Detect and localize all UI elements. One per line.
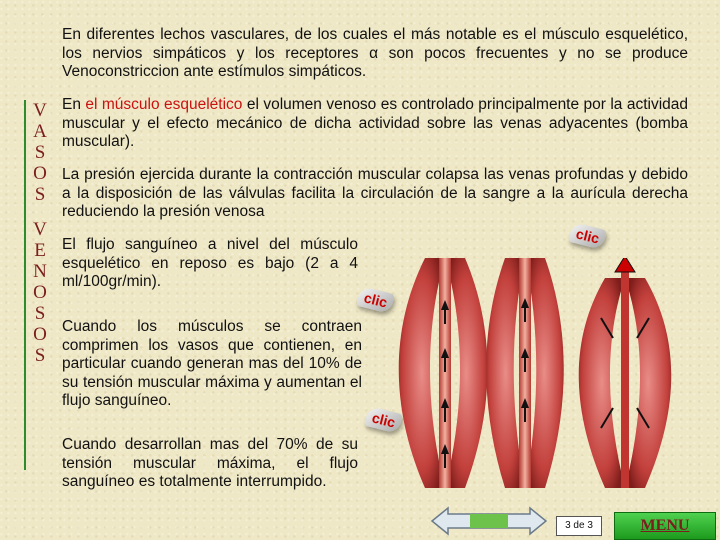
compressed-muscle <box>579 258 672 488</box>
p2-text-end: el volumen venoso es controlado principalmente por la actividad muscular y el efecto mecánico de dicha actividad sobre las venas adyacentes (bomba muscular). <box>62 96 689 151</box>
contracting-muscle <box>486 258 564 488</box>
paragraph-contraction: La presión ejercida durante la contracción muscular colapsa las venas profundas y debido a la disposición de las válvulas facilita la circulación de la sangre a la aurícula derecha reduciendo la presión venosa <box>62 166 688 221</box>
title-letter: S <box>34 345 46 366</box>
relaxed-muscle <box>399 258 488 488</box>
title-letter: E <box>34 240 46 261</box>
clic-button[interactable]: clic <box>356 286 395 314</box>
title-letter: N <box>33 261 47 282</box>
menu-button[interactable]: MENU <box>614 512 716 540</box>
title-letter: O <box>33 163 47 184</box>
title-letter: V <box>33 100 47 121</box>
paragraph-interrupted-flow: Cuando desarrollan mas del 70% de su tensión muscular máxima, el flujo sanguíneo es totalmente interrumpido. <box>62 436 358 491</box>
title-letter: O <box>33 282 47 303</box>
p2-text-start: En <box>62 96 86 113</box>
title-letter: V <box>33 219 47 240</box>
title-letter: O <box>33 324 47 345</box>
page-indicator: 3 de 3 <box>556 516 602 536</box>
vertical-title <box>24 100 50 470</box>
muscle-vessel-illustration <box>395 258 685 488</box>
paragraph-sympathetic: En diferentes lechos vasculares, de los cuales el más notable es el músculo esquelético, los nervios simpáticos y los receptores α son pocos frecuentes y no se produce Venoconstriccion ante estímulos simpáticos. <box>62 26 688 81</box>
title-letter: S <box>34 142 46 163</box>
title-letter: S <box>34 184 46 205</box>
clic-button[interactable]: clic <box>364 406 403 434</box>
back-arrow-button[interactable] <box>430 506 548 536</box>
clic-button[interactable]: clic <box>568 222 607 250</box>
paragraph-contract-flow: Cuando los músculos se contraen comprimen los vasos que contienen, en particular cuando generan mas del 10% de su tensión muscular máxima y aumentan el flujo sanguíneo. <box>62 318 362 410</box>
paragraph-muscle-pump <box>62 96 688 152</box>
paragraph-rest-flow: El flujo sanguíneo a nivel del músculo esquelético en reposo es bajo (2 a 4 ml/100gr/min). <box>62 236 358 291</box>
title-letter: A <box>33 121 47 142</box>
title-letter: S <box>34 303 46 324</box>
p2-highlight: el músculo esquelético <box>85 96 243 113</box>
